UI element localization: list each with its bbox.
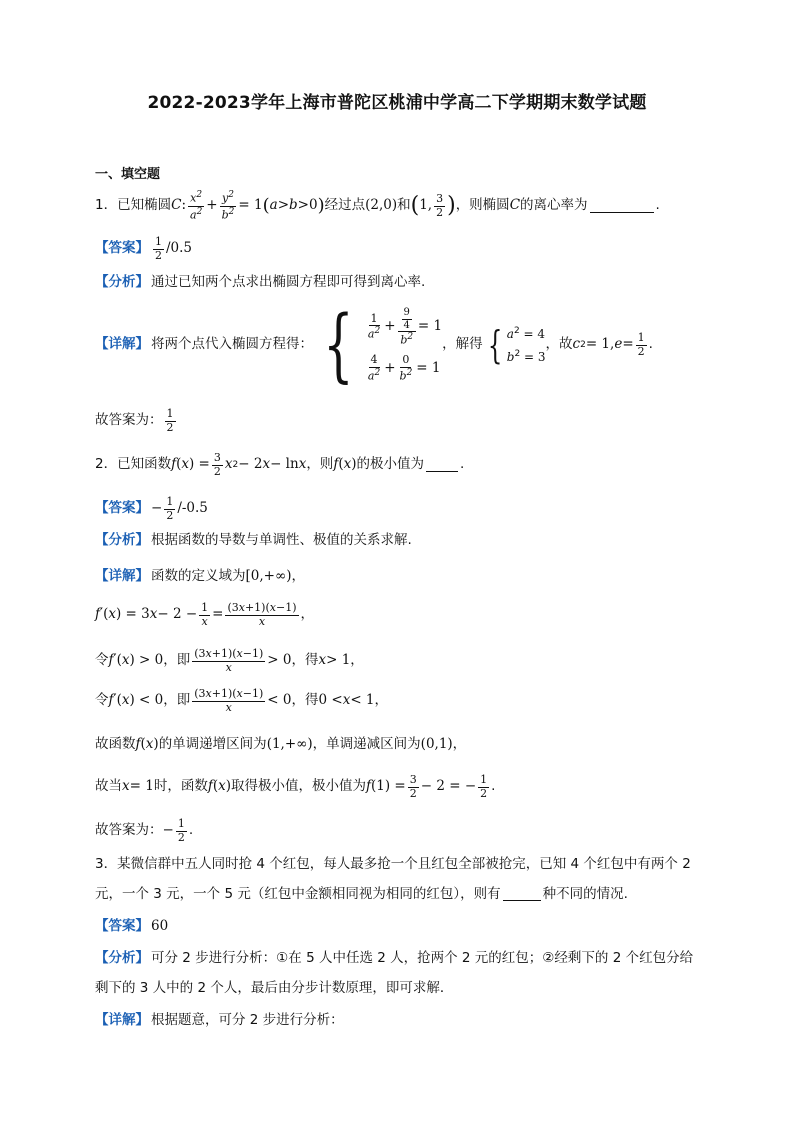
decrease-condition: 令 f ′( x ) < 0 ，即 $\frac{(3x+1)(x-1)}{x}$ < 0 ，得 0 < x < 1，: [95, 686, 389, 714]
question-text: 经过点: [324, 197, 366, 214]
detail-tag: 【详解】: [95, 1012, 149, 1028]
detail-text: ，即: [163, 652, 191, 669]
document-title: 2022-2023学年上海市普陀区桃浦中学高二下学期期末数学试题: [147, 93, 647, 113]
detail-text: ，得: [291, 652, 319, 669]
question-2: 2． 已知函数 f ( x ) = $\frac{3}{2}$ x 2 − 2 x − ln x ，则 f ( x ) 的极小值为 .: [95, 450, 465, 478]
analysis-text: 可分 2 步进行分析：: [151, 950, 277, 966]
detail-text: ，解得: [442, 336, 483, 353]
section-heading: 一、填空题: [95, 167, 161, 182]
question-1: 1． 已知椭圆 C : $\frac{x^2}{a^2}$ + $\frac{y^2}{b^2}$ = 1 ( a > b >0 ) 经过点 (2,0) 和 ( 1, $\frac{3}{2}$ ) ，则椭圆 C 的离心率为 .: [95, 190, 660, 222]
conclusion-line: 故答案为： $\frac{1}{2}$: [95, 406, 174, 434]
question-number: 1．: [95, 197, 118, 214]
answer-value: /0.5: [166, 240, 193, 257]
question-text: 和: [397, 197, 411, 214]
question-text: 的极小值为: [356, 456, 424, 473]
answer-blank: [426, 459, 458, 472]
detail-text: ，得: [291, 692, 319, 709]
minimum-value: 故当 x = 1 时，函数 f ( x ) 取得极小值，极小值为 f (1) = $\frac{3}{2}$ − 2 = − $\frac{1}{2}$ .: [95, 772, 496, 800]
analysis-tag: 【分析】: [95, 274, 149, 290]
derivative-line: f ′( x ) = 3 x − 2 − $\frac{1}{x}$ = $\frac{(3x+1)(x-1)}{x}$ ，: [95, 600, 315, 628]
question-text: ，则: [306, 456, 334, 473]
detail-tag: 【详解】: [95, 336, 149, 353]
answer-tag: 【答案】: [95, 240, 149, 257]
analysis-text: 通过已知两个点求出椭圆方程即可得到离心率.: [151, 274, 426, 290]
detail-text: 故函数: [95, 736, 136, 752]
analysis-text: 根据函数的导数与单调性、极值的关系求解.: [151, 532, 412, 548]
conclusion-text: 故答案为：: [95, 822, 163, 839]
detail-text: 函数的定义域为: [151, 568, 246, 584]
detail-text: 的单调递增区间为: [158, 736, 267, 752]
question-text: 已知椭圆: [117, 197, 172, 214]
answer-line: [95, 920, 168, 934]
detail-text: 令: [95, 652, 109, 669]
detail-line: [95, 1014, 344, 1028]
analysis-tag: 【分析】: [95, 950, 149, 966]
analysis-line: [95, 534, 412, 548]
detail-text: 将两个点代入椭圆方程得：: [151, 336, 313, 353]
conclusion-line: 故答案为： − $\frac{1}{2}$ .: [95, 816, 194, 844]
answer-tag: 【答案】: [95, 500, 149, 517]
detail-line: 【详解】 函数的定义域为 [0,+∞)，: [95, 568, 305, 584]
analysis-text: ①在 5 人中任选 2 人，抢两个 2 元的红包；: [276, 950, 543, 966]
question-text: 已知函数: [117, 456, 172, 473]
question-text: ，则椭圆: [455, 197, 510, 214]
question-text: 种不同的情况.: [542, 886, 628, 902]
question-3: [95, 858, 691, 872]
question-3-cont: [95, 888, 628, 902]
question-text: 元，一个 3 元，一个 5 元（红包中金额相同视为相同的红包），则有: [95, 886, 501, 902]
detail-text: ，即: [163, 692, 191, 709]
answer-line: 【答案】 $\frac{1}{2}$ /0.5: [95, 234, 193, 262]
answer-tag: 【答案】: [95, 918, 149, 934]
analysis-text: 剩下的 3 人中的 2 个人，最后由分步计数原理，即可求解．: [95, 980, 454, 996]
answer-value: 60: [151, 918, 169, 934]
detail-text: ，单调递减区间为: [312, 736, 421, 752]
detail-line: 【详解】 将两个点代入椭圆方程得： { $\frac{1}{a^2}$ + $\frac{\frac{9}{4}}{b^2}$ = 1 $\frac{4}{a^2}$ + $\frac{0}{b^2}$ = 1 ，解得 { $a^2 = 4$ $b^2 = 3$ ，故 c 2 = 1, e = $\frac{1}{2}$ .: [95, 298, 653, 391]
detail-text: 故当: [95, 778, 122, 795]
detail-text: 令: [95, 692, 109, 709]
increase-condition: 令 f ′( x ) > 0 ，即 $\frac{(3x+1)(x-1)}{x}$ > 0 ，得 x > 1，: [95, 646, 364, 674]
analysis-line-cont: [95, 982, 453, 996]
answer-value: /-0.5: [177, 500, 208, 517]
answer-blank: [590, 200, 654, 213]
detail-text: 根据题意，可分 2 步进行分析：: [151, 1012, 344, 1028]
answer-blank: [503, 888, 541, 901]
detail-text: 时，函数: [153, 778, 208, 795]
answer-line: 【答案】 − $\frac{1}{2}$ /-0.5: [95, 494, 208, 522]
monotonic-interval: 故函数 f ( x ) 的单调递增区间为 (1,+∞) ，单调递减区间为 (0,1)，: [95, 736, 467, 752]
analysis-line: [95, 276, 425, 290]
question-text: 某微信群中五人同时抢 4 个红包，每人最多抢一个且红包全部被抢完，已知 4 个红包中有两个 2: [117, 856, 691, 872]
question-number: 3．: [95, 856, 118, 872]
analysis-line: [95, 952, 693, 966]
question-number: 2．: [95, 456, 118, 473]
analysis-text: ②经剩下的 2 个红包分给: [542, 950, 694, 966]
analysis-tag: 【分析】: [95, 532, 149, 548]
detail-text: ，故: [545, 336, 573, 353]
conclusion-text: 故答案为：: [95, 412, 163, 429]
detail-text: 取得极小值，极小值为: [231, 778, 367, 795]
detail-tag: 【详解】: [95, 568, 149, 584]
question-text: 的离心率为: [520, 197, 588, 214]
